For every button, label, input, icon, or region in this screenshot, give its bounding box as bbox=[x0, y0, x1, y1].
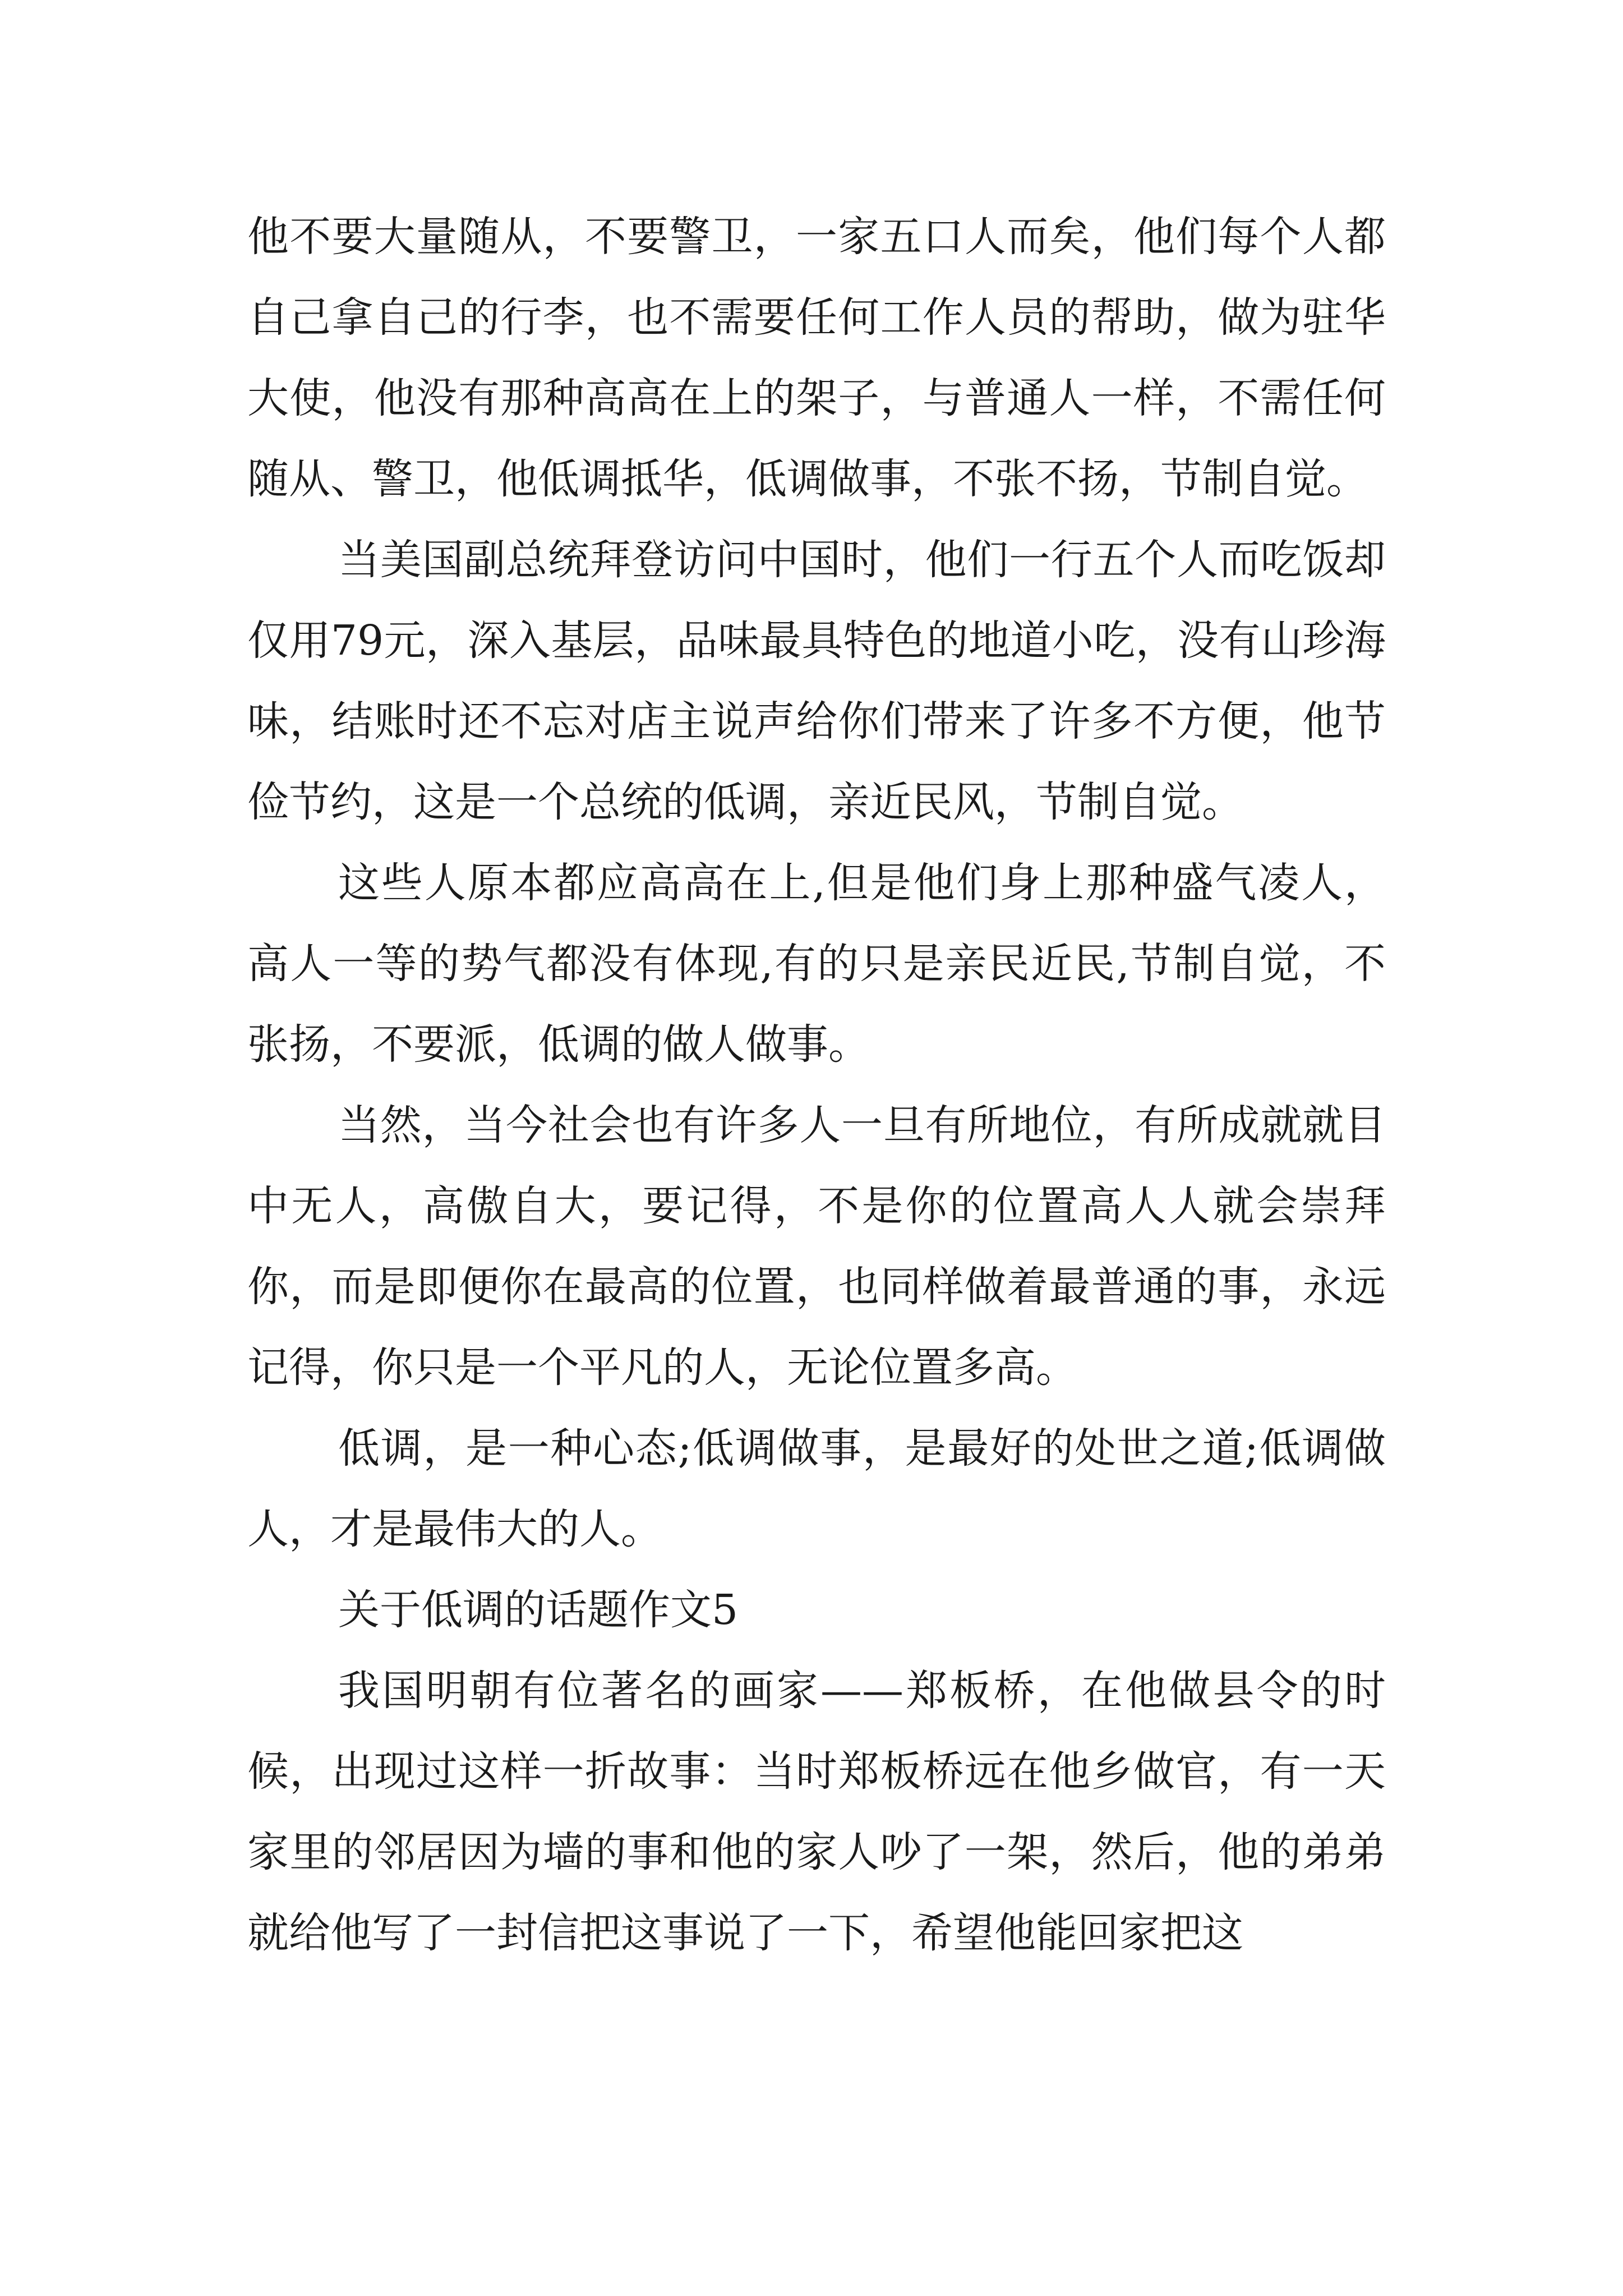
paragraph-2: 当美国副总统拜登访问中国时，他们一行五个人而吃饭却仅用79元，深入基层，品味最具特色的地道小吃，没有山珍海味，结账时还不忘对店主说声给你们带来了许多不方便，他节俭节约，这是一个总统的低调，亲近民风，节制自觉。 bbox=[247, 536, 1386, 826]
paragraph-4: 当然，当今社会也有许多人一旦有所地位，有所成就就目中无人，高傲自大，要记得，不是你的位置高人人就会崇拜你，而是即便你在最高的位置，也同样做着最普通的事，永远记得，你只是一个平凡的人，无论位置多高。 bbox=[247, 1101, 1386, 1392]
paragraph-5: 低调，是一种心态;低调做事，是最好的处世之道;低调做人，才是最伟大的人。 bbox=[247, 1424, 1386, 1553]
paragraph-6: 我国明朝有位著名的画家——郑板桥，在他做县令的时候，出现过这样一折故事：当时郑板桥远在他乡做官，有一天家里的邻居因为墙的事和他的家人吵了一架，然后，他的弟弟就给他写了一封信把这事说了一下，希望他能回家把这 bbox=[247, 1667, 1386, 1957]
document-body bbox=[247, 196, 1386, 1973]
section-heading: 关于低调的话题作文5 bbox=[338, 1586, 739, 1634]
paragraph-3: 这些人原本都应高高在上,但是他们身上那种盛气凌人，高人一等的势气都没有体现,有的只是亲民近民,节制自觉，不张扬，不要派，低调的做人做事。 bbox=[247, 859, 1386, 1069]
paragraph-1: 他不要大量随从，不要警卫，一家五口人而矣，他们每个人都自己拿自己的行李，也不需要任何工作人员的帮助，做为驻华大使，他没有那种高高在上的架子，与普通人一样，不需任何随从、警卫，他低调抵华，低调做事，不张不扬，节制自觉。 bbox=[247, 213, 1386, 503]
